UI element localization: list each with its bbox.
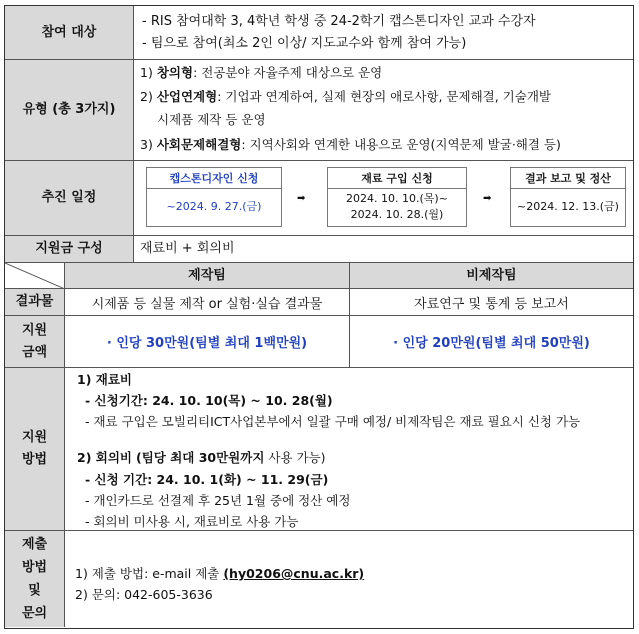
column-header-non-production: 비제작팀 (350, 263, 633, 288)
participation-cell (134, 6, 633, 59)
column-header-production: 제작팀 (65, 263, 350, 288)
materials-title: 1) 재료비 (77, 372, 132, 387)
diagonal-corner (5, 263, 65, 288)
schedule-step-title: 결과 보고 및 정산 (511, 168, 625, 189)
row-submission (5, 531, 633, 627)
type-num: 1) (140, 65, 153, 80)
type-name: 산업연계형 (156, 89, 218, 104)
meeting-title: 2) 회의비 (77, 450, 132, 465)
submission-inquiry: 2) 문의: 042-605-3636 (75, 587, 213, 602)
type-desc: : 기업과 연계하여, 실제 현장의 애로사항, 문제해결, 기술개발 (217, 89, 551, 104)
schedule-step-title: 재료 구입 신청 (328, 168, 466, 189)
meeting-note-2: - 회의비 미사용 시, 재료비로 사용 가능 (85, 514, 299, 529)
results-header: 결과물 (5, 289, 65, 315)
materials-period: - 신청기간: 24. 10. 10(목) ~ 10. 28(월) (85, 393, 333, 408)
submission-header-line-2: 방법 (21, 560, 48, 575)
types-header: 유형 (총 3가지) (5, 60, 134, 160)
types-cell (134, 60, 633, 160)
schedule-step-2 (327, 167, 467, 227)
method-cell (65, 368, 633, 530)
arrow-right-icon: ➡ (297, 193, 306, 204)
results-production: 시제품 등 실물 제작 or 실험·실습 결과물 (65, 289, 350, 315)
type-name: 사회문제해결형 (156, 137, 242, 152)
meeting-title-note: (팀당 최대 30만원까지 (135, 450, 265, 465)
row-schedule (5, 161, 633, 236)
row-participation (5, 6, 633, 60)
participation-header: 참여 대상 (5, 6, 134, 59)
info-table (4, 5, 634, 629)
row-funding (5, 236, 633, 263)
row-amount (5, 316, 633, 368)
schedule-step-date: 2024. 10. 10.(목)~ (346, 192, 448, 205)
submission-method-label: 1) 제출 방법: e-mail 제출 (75, 566, 224, 581)
meeting-note-1: - 개인카드로 선결제 후 25년 1월 중에 정산 예정 (85, 493, 351, 508)
method-header (5, 368, 65, 530)
schedule-step-1 (146, 167, 282, 227)
schedule-step-body (328, 188, 466, 226)
type-num: 3) (140, 137, 153, 152)
row-types (5, 60, 633, 161)
schedule-step-date: ~2024. 9. 27.(금) (166, 200, 262, 213)
results-non-production: 자료연구 및 통계 등 보고서 (414, 296, 569, 312)
amount-non-production: · 인당 20만원(팀별 최대 50만원) (393, 336, 590, 351)
submission-email-link[interactable]: (hy0206@cnu.ac.kr) (223, 566, 365, 581)
method-header-line-2: 방법 (21, 452, 48, 467)
arrow-right-icon: ➡ (483, 193, 492, 204)
row-method (5, 368, 633, 531)
participation-line-1: - RIS 참여대학 3, 4학년 학생 중 24-2학기 캡스톤디자인 교과 수강자 (142, 14, 536, 29)
amount-header (5, 316, 65, 367)
funding-value: 재료비 + 회의비 (140, 241, 235, 256)
meeting-period: - 신청 기간: 24. 10. 1(화) ~ 11. 29(금) (85, 472, 329, 487)
schedule-step-body (511, 188, 625, 226)
meeting-title-note-2: 사용 가능) (264, 450, 326, 465)
participation-line-2: - 팀으로 참여(최소 2인 이상/ 지도교수와 함께 참여 가능) (142, 36, 467, 51)
type-item-3 (140, 137, 561, 153)
funding-header: 지원금 구성 (5, 236, 134, 262)
materials-note: - 재료 구입은 모빌리티ICT사업본부에서 일괄 구매 예정/ 비제작팀은 재료 필요시 신청 가능 (85, 414, 581, 429)
method-header-line-1: 지원 (21, 430, 48, 445)
row-results (5, 289, 633, 316)
type-desc: : 지역사회와 연계한 내용으로 운영(지역문제 발굴·해결 등) (241, 137, 561, 152)
type-item-2 (140, 89, 551, 105)
diagonal-line (5, 263, 65, 289)
type-name: 창의형 (156, 65, 194, 80)
schedule-step-body (147, 188, 281, 226)
type-num: 2) (140, 89, 153, 104)
type-item-2-cont: 시제품 제작 등 운영 (157, 112, 266, 127)
amount-header-line-2: 금액 (21, 344, 48, 360)
submission-header-line-3: 및 (28, 583, 41, 598)
row-column-headers (5, 263, 633, 289)
schedule-step-date: ~2024. 12. 13.(금) (517, 200, 619, 213)
type-item-1 (140, 65, 382, 81)
schedule-step-3 (510, 167, 626, 227)
meeting-title-line (77, 450, 326, 466)
submission-cell (65, 531, 633, 627)
type-desc: : 전공분야 자율주제 대상으로 운영 (193, 65, 383, 80)
schedule-step-title: 캡스톤디자인 신청 (147, 168, 281, 189)
submission-header-line-4: 문의 (21, 606, 48, 621)
schedule-step-date: 2024. 10. 28.(월) (350, 208, 444, 221)
amount-header-line-1: 지원 (21, 322, 48, 338)
schedule-header: 추진 일정 (5, 161, 134, 235)
submission-method (75, 566, 364, 582)
funding-cell (134, 236, 633, 262)
schedule-cell (134, 161, 633, 235)
submission-header-line-1: 제출 (21, 537, 48, 552)
amount-production: · 인당 30만원(팀별 최대 1백만원) (65, 316, 350, 367)
submission-header (5, 531, 65, 627)
